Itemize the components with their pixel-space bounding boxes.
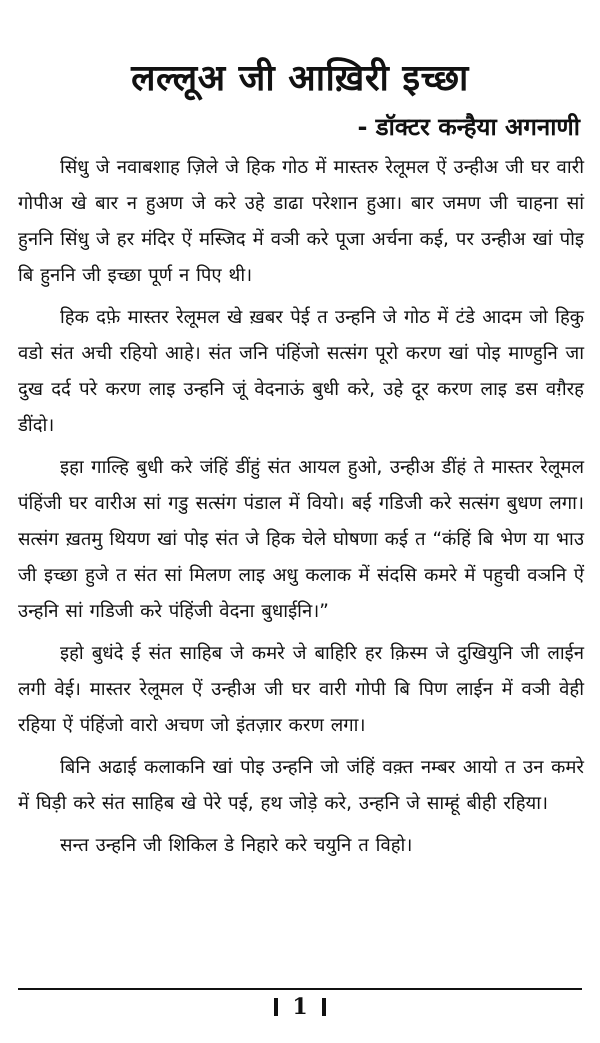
author-line: - डॉक्टर कन्हैया अगनाणी [357, 113, 580, 141]
footer-divider [18, 988, 582, 990]
paragraph-6: सन्त उन्हनि जी शिकिल डे निहारे करे चयुनि त विहो। [60, 835, 413, 856]
page-number: 1 [292, 994, 308, 1020]
paragraph-5: बिनि अढाई कलाकनि खां पोइ उन्हनि जो जंहिं वक़्त नम्बर आयो त उन कमरे में घिड़ी करे संत साहिब खे पेरे पई, हथ जोड़े करे, उन्हनि जे साम्हूं बीही रहिया। [18, 757, 584, 814]
paragraph-1: सिंधु जे नवाबशाह ज़िले जे हिक गोठ में मास्तरु रेलूमल ऐं उन्हीअ जी घर वारी गोपीअ खे बार न हुअण जे करे उहे डाढा परेशान हुआ। बार जमण जी चाहना सां हुननि सिंधु जे हर मंदिर ऐं मस्जिद में वञी करे पूजा अर्चना कई, पर उन्हीअ खां पोइ बि हुननि जी इच्छा पूर्ण न पिए थी। [18, 157, 584, 286]
left-bar-ornament [274, 998, 278, 1016]
paragraph-3: इहा गाल्हि बुधी करे जंहिं डींहुं संत आयल हुओ, उन्हीअ डींहं ते मास्तर रेलूमल पंहिंजी घर वारीअ सां गडु सत्संग पंडाल में वियो। बई गडिजी करे सत्संग बुधण लगा। सत्संग ख़तमु थियण खां पोइ संत जे हिक चेले घोषणा कई त “कंहिं बि भेण या भाउ जी इच्छा हुजे त संत सां मिलण लाइ अधु कलाक में संदसि कमरे में पहुची वञनि ऐं उन्हनि सां गडिजी करे पंहिंजी वेदना बुधाईनि।” [18, 457, 584, 622]
paragraph-2: हिक दफ़े मास्तर रेलूमल खे ख़बर पेई त उन्हनि जे गोठ में टंडे आदम जो हिकु वडो संत अची रहियो आहे। संत जनि पंहिंजो सत्संग पूरो करण खां पोइ माण्हुनि जा दुख दर्द परे करण लाइ उन्हनि जूं वेदनाऊं बुधी करे, उहे दूर करण लाइ डस वग़ैरह डींदो। [18, 307, 584, 436]
right-bar-ornament [322, 998, 326, 1016]
paragraph-4: इहो बुधंदे ई संत साहिब जे कमरे जे बाहिरि हर क़िस्म जे दुखियुनि जी लाईन लगी वेई। मास्तर रेलूमल ऐं उन्हीअ जी घर वारी गोपी बि पिण लाईन में वञी वेही रहिया ऐं पंहिंजो वारो अचण जो इंतज़ार करण लगा। [18, 643, 584, 736]
story-body [18, 150, 584, 870]
page-number-footer [0, 994, 600, 1020]
story-title: लल्लूअ जी आख़िरी इच्छा [131, 58, 469, 99]
